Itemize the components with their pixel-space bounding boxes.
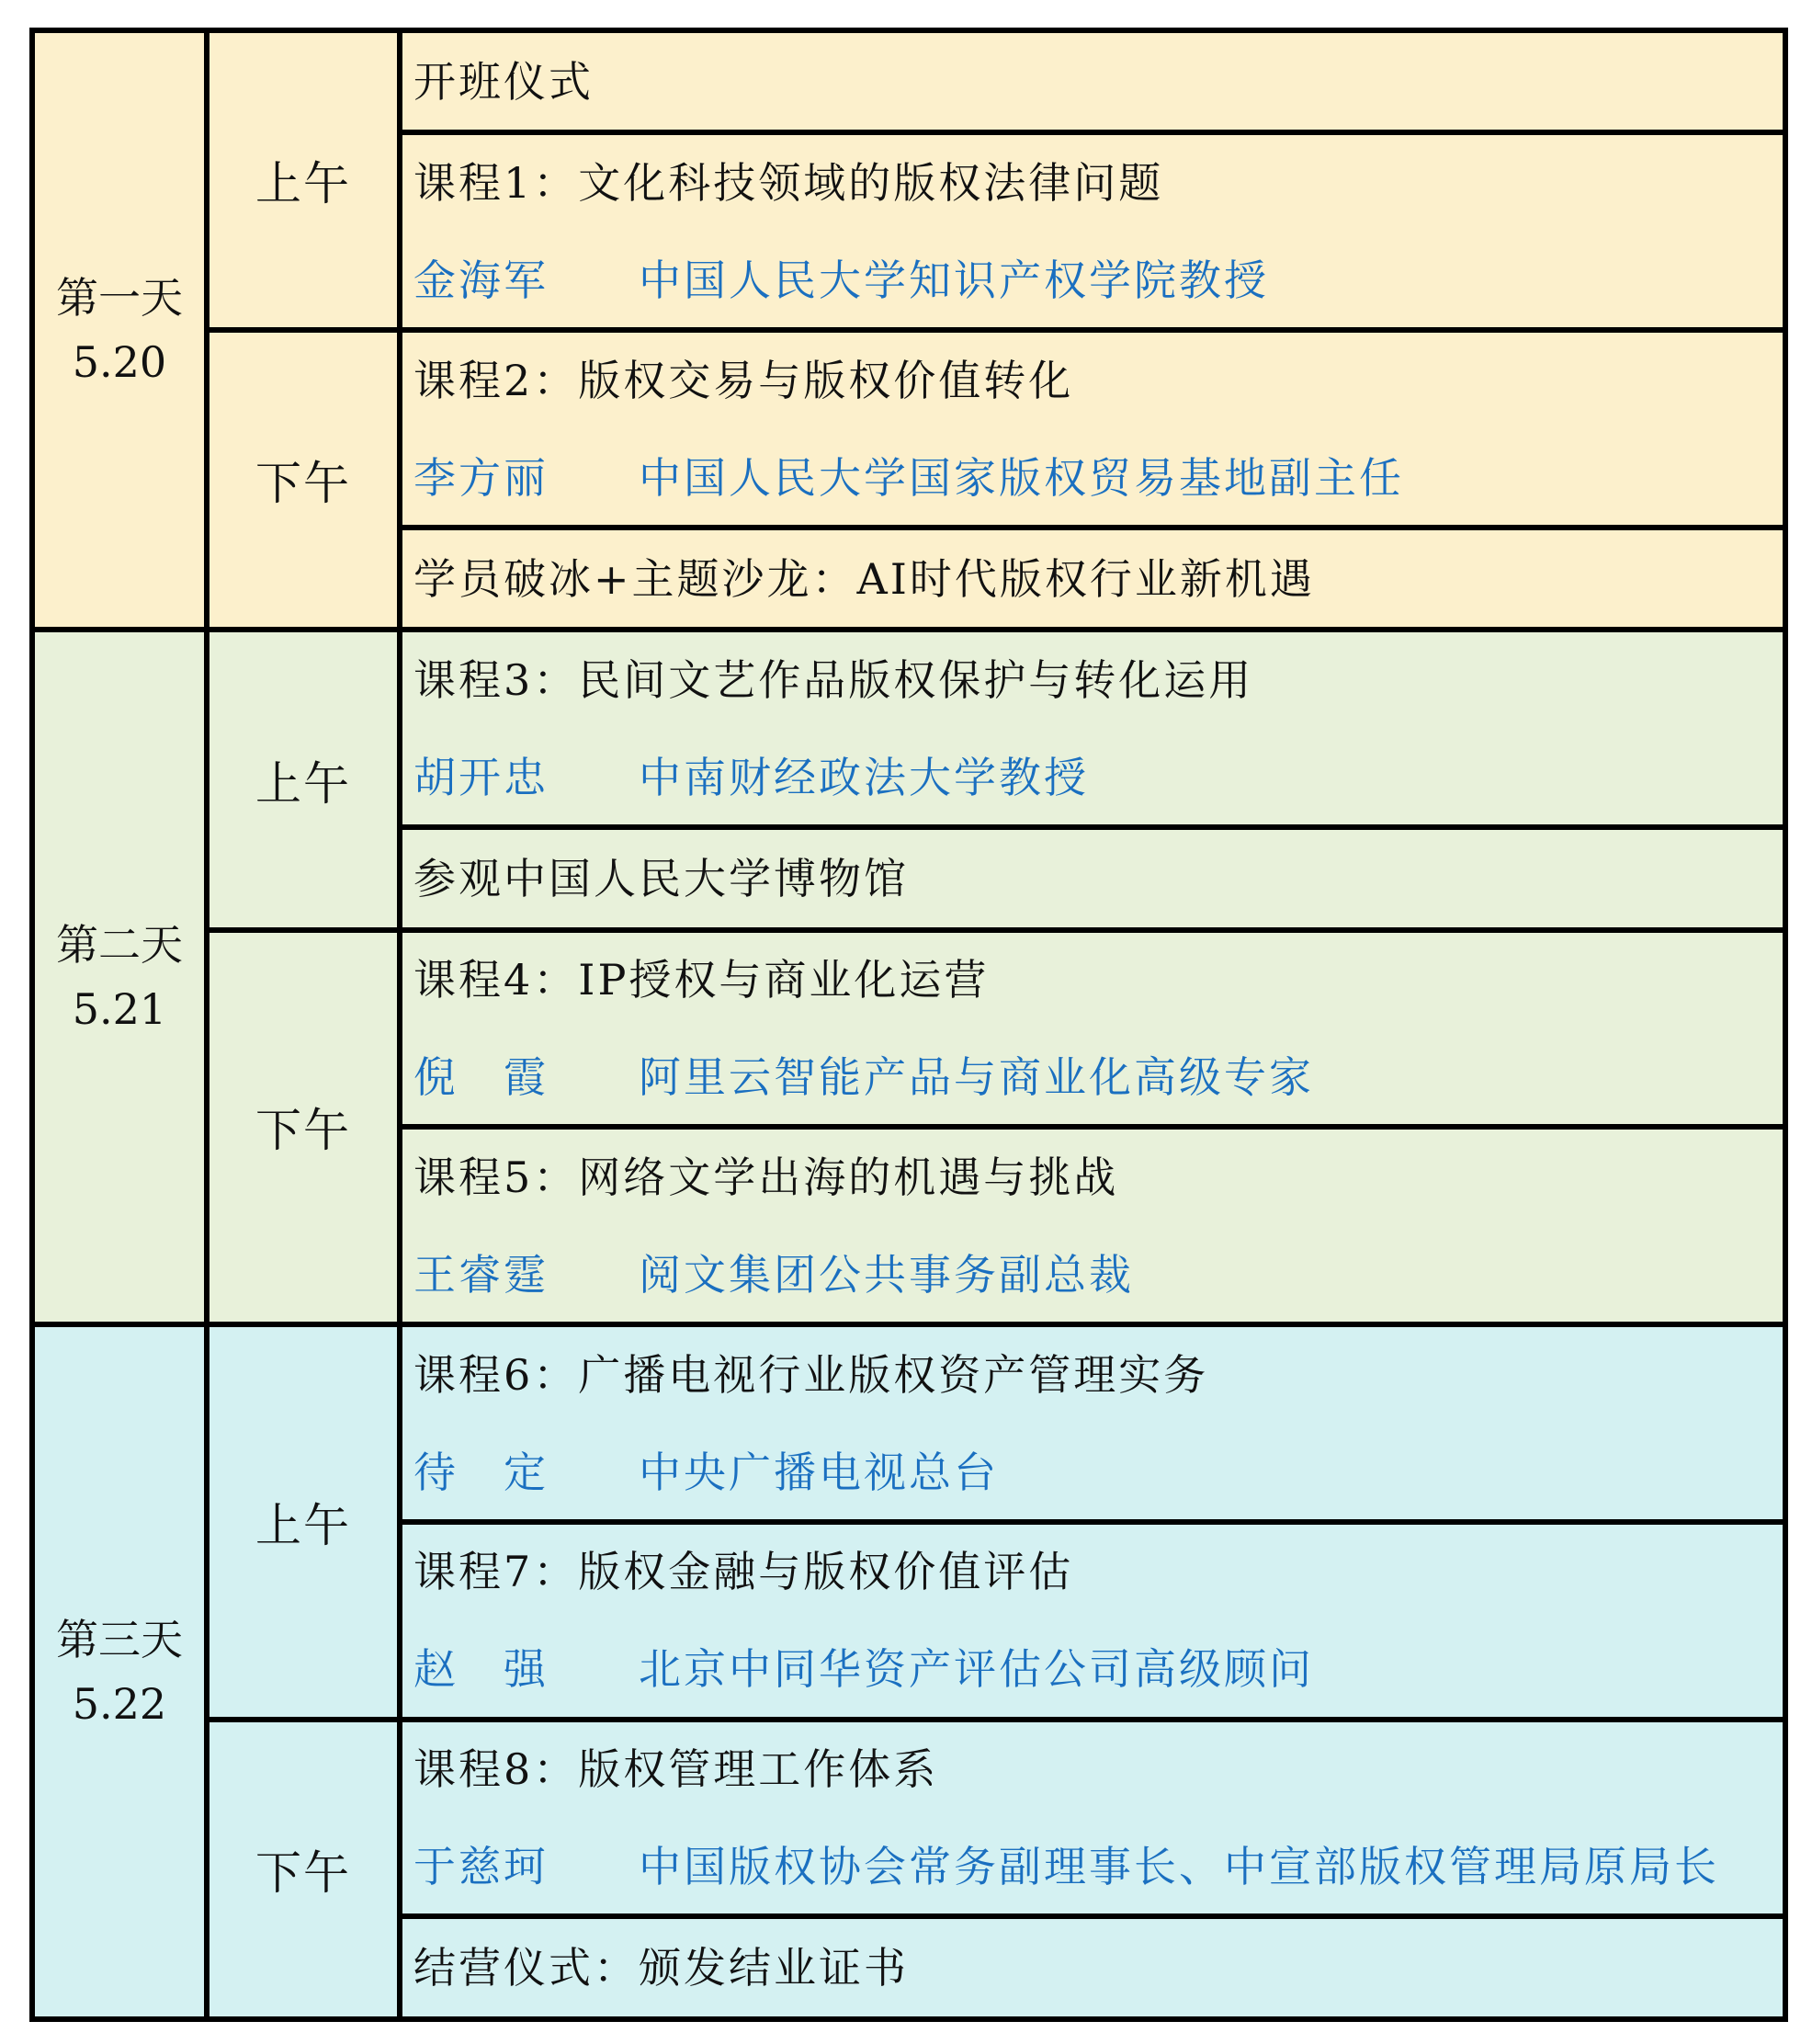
period-morning: 上午: [207, 630, 400, 929]
table-row: [32, 630, 1785, 827]
session-cell: [400, 330, 1785, 528]
session-speaker: 金海军 中国人民大学知识产权学院教授: [413, 255, 1269, 305]
day-label: 第二天: [56, 920, 183, 971]
day-label: 第三天: [56, 1615, 183, 1665]
period-afternoon: 下午: [207, 330, 400, 630]
table-row: [32, 1324, 1785, 1522]
session-cell: [400, 1916, 1785, 2019]
session-title: 课程2：版权交易与版权价值转化: [413, 355, 1074, 405]
day-cell: [32, 1324, 207, 2019]
session-speaker: 倪 霞 阿里云智能产品与商业化高级专家: [413, 1051, 1314, 1102]
table-row: [32, 1720, 1785, 1917]
session-cell: [400, 528, 1785, 630]
day-date: 5.21: [72, 984, 167, 1035]
session-speaker: 待 定 中央广播电视总台: [413, 1447, 999, 1497]
session-title: 课程5：网络文学出海的机遇与挑战: [413, 1152, 1119, 1202]
day-cell: [32, 630, 207, 1324]
session-speaker: 王睿霆 阅文集团公共事务副总裁: [413, 1249, 1134, 1300]
day-cell: [32, 30, 207, 630]
session-title: 结营仪式：颁发结业证书: [413, 1943, 909, 1993]
session-cell: [400, 1522, 1785, 1720]
schedule-table: [29, 28, 1788, 2022]
session-cell: [400, 827, 1785, 929]
session-title: 学员破冰+主题沙龙：AI时代版权行业新机遇: [413, 553, 1315, 604]
session-cell: [400, 930, 1785, 1128]
session-title: 课程6：广播电视行业版权资产管理实务: [413, 1349, 1209, 1400]
day-label: 第一天: [56, 273, 183, 324]
period-morning: 上午: [207, 30, 400, 330]
session-title: 课程8：版权管理工作体系: [413, 1744, 939, 1795]
session-title: 课程7：版权金融与版权价值评估: [413, 1547, 1074, 1597]
session-cell: [400, 1720, 1785, 1917]
session-cell: [400, 1127, 1785, 1324]
session-title: 课程4：IP授权与商业化运营: [413, 954, 990, 1005]
day-date: 5.22: [72, 1679, 167, 1730]
table-row: [32, 30, 1785, 132]
session-cell: [400, 30, 1785, 132]
session-speaker: 赵 强 北京中同华资产评估公司高级顾问: [413, 1644, 1314, 1695]
session-speaker: 李方丽 中国人民大学国家版权贸易基地副主任: [413, 452, 1404, 503]
day-date: 5.20: [72, 337, 167, 388]
period-morning: 上午: [207, 1324, 400, 1720]
table-row: [32, 330, 1785, 528]
session-cell: [400, 630, 1785, 827]
period-afternoon: 下午: [207, 930, 400, 1325]
period-afternoon: 下午: [207, 1720, 400, 2019]
session-title: 课程1：文化科技领域的版权法律问题: [413, 157, 1164, 208]
session-speaker: 于慈珂 中国版权协会常务副理事长、中宣部版权管理局原局长: [413, 1842, 1719, 1892]
session-title: 参观中国人民大学博物馆: [413, 853, 909, 903]
session-title: 开班仪式: [413, 56, 594, 107]
session-speaker: 胡开忠 中南财经政法大学教授: [413, 752, 1089, 802]
table-row: [32, 930, 1785, 1128]
session-cell: [400, 1324, 1785, 1522]
session-cell: [400, 132, 1785, 330]
session-title: 课程3：民间文艺作品版权保护与转化运用: [413, 654, 1254, 705]
